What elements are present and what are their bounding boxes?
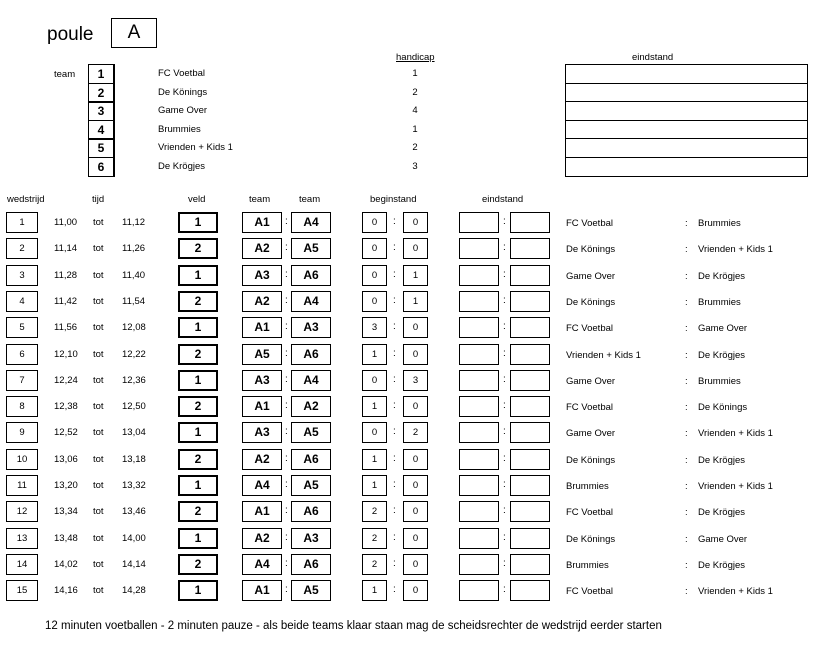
team-separator: :	[285, 426, 288, 437]
match-start-time: 12,24	[54, 375, 78, 386]
match-away-team: De Krögjes	[698, 455, 745, 466]
tot-label: tot	[93, 322, 104, 333]
beginstand-b: 0	[403, 317, 428, 338]
eindstand-b-input[interactable]	[510, 265, 550, 286]
team-name: De Könings	[158, 86, 208, 98]
match-vs-separator: :	[685, 271, 688, 282]
match-start-time: 11,14	[54, 243, 78, 254]
beginstand-a: 0	[362, 265, 387, 286]
eindstand-a-input[interactable]	[459, 212, 499, 233]
match-end-time: 14,14	[122, 559, 146, 570]
match-team-b: A6	[291, 501, 331, 522]
match-end-time: 12,22	[122, 349, 146, 360]
match-team-a: A4	[242, 554, 282, 575]
match-away-team: De Krögjes	[698, 271, 745, 282]
match-away-team: De Krögjes	[698, 507, 745, 518]
eindstand-b-input[interactable]	[510, 449, 550, 470]
match-vs-separator: :	[685, 586, 688, 597]
team2-header: team	[299, 194, 321, 205]
eindstand-separator: :	[503, 242, 506, 253]
eindstand-b-input[interactable]	[510, 501, 550, 522]
match-away-team: De Krögjes	[698, 350, 745, 361]
veld-number: 2	[178, 238, 218, 259]
tot-label: tot	[93, 217, 104, 228]
match-team-a: A1	[242, 212, 282, 233]
match-home-team: FC Voetbal	[566, 507, 613, 518]
match-start-time: 11,42	[54, 296, 78, 307]
eindstand-a-input[interactable]	[459, 317, 499, 338]
team-separator: :	[285, 348, 288, 359]
eindstand-b-input[interactable]	[510, 344, 550, 365]
team-handicap: 2	[412, 86, 418, 98]
team-name: Game Over	[158, 105, 208, 116]
match-start-time: 14,02	[54, 559, 78, 570]
match-team-b: A6	[291, 344, 331, 365]
beginstand-separator: :	[393, 321, 396, 332]
beginstand-separator: :	[393, 426, 396, 437]
beginstand-separator: :	[393, 216, 396, 227]
beginstand-a: 0	[362, 238, 387, 259]
eindstand-separator: :	[503, 558, 506, 569]
match-vs-separator: :	[685, 218, 688, 229]
match-start-time: 12,10	[54, 349, 78, 360]
tot-label: tot	[93, 506, 104, 517]
match-away-team: Brummies	[698, 218, 741, 229]
beginstand-b: 0	[403, 238, 428, 259]
beginstand-separator: :	[393, 584, 396, 595]
match-team-a: A4	[242, 475, 282, 496]
match-start-time: 13,06	[54, 454, 78, 465]
tot-label: tot	[93, 243, 104, 254]
match-team-a: A1	[242, 501, 282, 522]
match-end-time: 12,36	[122, 375, 146, 386]
eindstand-separator: :	[503, 479, 506, 490]
veld-header: veld	[188, 194, 206, 205]
beginstand-separator: :	[393, 269, 396, 280]
match-team-b: A6	[291, 265, 331, 286]
team-handicap: 1	[412, 68, 418, 79]
veld-number: 1	[178, 528, 218, 549]
eindstand-separator: :	[503, 348, 506, 359]
match-team-a: A1	[242, 580, 282, 601]
team-number-box: 3	[88, 101, 115, 121]
team-separator: :	[285, 242, 288, 253]
tot-label: tot	[93, 270, 104, 281]
match-start-time: 13,48	[54, 533, 78, 544]
beginstand-separator: :	[393, 505, 396, 516]
veld-number: 2	[178, 291, 218, 312]
match-away-team: De Könings	[698, 402, 748, 413]
match-vs-separator: :	[685, 244, 688, 255]
eindstand-a-input[interactable]	[459, 528, 499, 549]
match-end-time: 14,28	[122, 585, 146, 596]
wedstrijd-header: wedstrijd	[7, 194, 45, 205]
match-away-team: Vrienden + Kids 1	[698, 586, 773, 597]
veld-number: 1	[178, 317, 218, 338]
match-team-a: A2	[242, 238, 282, 259]
match-vs-separator: :	[685, 455, 688, 466]
beginstand-separator: :	[393, 400, 396, 411]
veld-number: 2	[178, 396, 218, 417]
team-name: Brummies	[158, 123, 201, 135]
match-vs-separator: :	[685, 402, 688, 413]
match-team-a: A3	[242, 370, 282, 391]
team-handicap: 4	[412, 105, 418, 116]
match-number: 14	[6, 554, 38, 575]
match-team-b: A4	[291, 370, 331, 391]
team-eindstand-cell[interactable]	[565, 120, 808, 139]
match-home-team: FC Voetbal	[566, 218, 613, 229]
beginstand-separator: :	[393, 374, 396, 385]
team-number-box: 1	[88, 64, 115, 84]
beginstand-a: 1	[362, 475, 387, 496]
eindstand-separator: :	[503, 216, 506, 227]
team-name: De Krögjes	[158, 160, 205, 172]
team-number-box: 2	[88, 83, 115, 103]
match-vs-separator: :	[685, 323, 688, 334]
match-team-b: A5	[291, 475, 331, 496]
match-home-team: De Könings	[566, 455, 616, 466]
beginstand-separator: :	[393, 532, 396, 543]
beginstand-a: 1	[362, 344, 387, 365]
eindstand-a-input[interactable]	[459, 449, 499, 470]
match-team-b: A2	[291, 396, 331, 417]
eindstand-a-input[interactable]	[459, 238, 499, 259]
beginstand-b: 0	[403, 554, 428, 575]
team-separator: :	[285, 295, 288, 306]
team-separator: :	[285, 558, 288, 569]
match-start-time: 14,16	[54, 585, 78, 596]
team-number-box: 4	[88, 120, 115, 140]
beginstand-a: 1	[362, 449, 387, 470]
match-start-time: 12,52	[54, 427, 78, 438]
match-number: 6	[6, 344, 38, 365]
match-team-b: A4	[291, 212, 331, 233]
team-header: team	[54, 69, 76, 80]
match-start-time: 11,28	[54, 270, 78, 281]
team-eindstand-cell[interactable]	[565, 157, 808, 177]
match-number: 8	[6, 396, 38, 417]
match-end-time: 11,12	[122, 217, 146, 228]
match-team-b: A5	[291, 238, 331, 259]
tot-label: tot	[93, 533, 104, 544]
team-separator: :	[285, 584, 288, 595]
beginstand-a: 3	[362, 317, 387, 338]
beginstand-a: 1	[362, 396, 387, 417]
eindstand-separator: :	[503, 505, 506, 516]
eindstand-b-input[interactable]	[510, 554, 550, 575]
veld-number: 1	[178, 265, 218, 286]
match-home-team: FC Voetbal	[566, 586, 613, 597]
veld-number: 1	[178, 580, 218, 601]
match-team-a: A1	[242, 396, 282, 417]
team-separator: :	[285, 505, 288, 516]
beginstand-b: 0	[403, 501, 428, 522]
eindstand-a-input[interactable]	[459, 501, 499, 522]
match-team-a: A5	[242, 344, 282, 365]
team-separator: :	[285, 532, 288, 543]
team-eindstand-cell[interactable]	[565, 138, 808, 157]
veld-number: 1	[178, 422, 218, 443]
match-home-team: FC Voetbal	[566, 323, 613, 334]
team-eindstand-cell[interactable]	[565, 101, 808, 120]
eindstand-b-input[interactable]	[510, 317, 550, 338]
team-name: FC Voetbal	[158, 68, 205, 79]
beginstand-a: 1	[362, 580, 387, 601]
beginstand-separator: :	[393, 242, 396, 253]
team-eindstand-cell[interactable]	[565, 64, 808, 83]
match-start-time: 12,38	[54, 401, 78, 412]
match-start-time: 11,00	[54, 217, 78, 228]
team-separator: :	[285, 400, 288, 411]
match-end-time: 14,00	[122, 533, 146, 544]
team-separator: :	[285, 453, 288, 464]
poule-label: poule	[47, 24, 94, 45]
veld-number: 1	[178, 212, 218, 233]
tot-label: tot	[93, 349, 104, 360]
beginstand-header: beginstand	[370, 194, 417, 205]
beginstand-b: 3	[403, 370, 428, 391]
match-home-team: Brummies	[566, 560, 609, 571]
eindstand-a-input[interactable]	[459, 344, 499, 365]
beginstand-separator: :	[393, 295, 396, 306]
match-home-team: De Könings	[566, 244, 616, 255]
tot-label: tot	[93, 401, 104, 412]
team-name: Vrienden + Kids 1	[158, 142, 233, 153]
beginstand-b: 1	[403, 291, 428, 312]
eindstand-separator: :	[503, 426, 506, 437]
match-end-time: 12,08	[122, 322, 146, 333]
tot-label: tot	[93, 454, 104, 465]
handicap-header: handicap	[396, 52, 435, 63]
veld-number: 2	[178, 554, 218, 575]
team-number-box: 5	[88, 138, 115, 158]
match-home-team: Vrienden + Kids 1	[566, 350, 641, 361]
eindstand-header: eindstand	[632, 52, 674, 63]
tijd-header: tijd	[92, 194, 105, 205]
match-number: 10	[6, 449, 38, 470]
match-number: 15	[6, 580, 38, 601]
match-team-b: A6	[291, 554, 331, 575]
match-number: 3	[6, 265, 38, 286]
eindstand-b-input[interactable]	[510, 422, 550, 443]
veld-number: 2	[178, 501, 218, 522]
match-vs-separator: :	[685, 297, 688, 308]
match-team-a: A3	[242, 265, 282, 286]
veld-number: 1	[178, 475, 218, 496]
beginstand-a: 0	[362, 291, 387, 312]
match-team-a: A2	[242, 528, 282, 549]
beginstand-b: 0	[403, 528, 428, 549]
match-vs-separator: :	[685, 376, 688, 387]
tot-label: tot	[93, 585, 104, 596]
beginstand-separator: :	[393, 453, 396, 464]
eindstand-b-input[interactable]	[510, 580, 550, 601]
beginstand-a: 2	[362, 528, 387, 549]
match-away-team: Game Over	[698, 323, 748, 334]
eindstand-a-input[interactable]	[459, 396, 499, 417]
match-team-a: A3	[242, 422, 282, 443]
team-handicap: 3	[412, 160, 418, 172]
eindstand-a-input[interactable]	[459, 554, 499, 575]
match-home-team: De Könings	[566, 297, 616, 308]
match-away-team: De Krögjes	[698, 560, 745, 571]
match-team-b: A3	[291, 317, 331, 338]
beginstand-a: 0	[362, 370, 387, 391]
match-end-time: 13,18	[122, 454, 146, 465]
match-number: 12	[6, 501, 38, 522]
match-end-time: 11,54	[122, 296, 146, 307]
eindstand-b-input[interactable]	[510, 212, 550, 233]
match-number: 1	[6, 212, 38, 233]
match-number: 2	[6, 238, 38, 259]
match-home-team: Brummies	[566, 481, 609, 492]
footer-note: 12 minuten voetballen - 2 minuten pauze - als beide teams klaar staan mag de scheidsrechter de wedstrijd eerder starten	[45, 620, 662, 632]
team-handicap: 2	[412, 142, 418, 153]
match-away-team: Vrienden + Kids 1	[698, 481, 773, 492]
eindstand-separator: :	[503, 532, 506, 543]
veld-number: 1	[178, 370, 218, 391]
tot-label: tot	[93, 480, 104, 491]
eindstand-a-input[interactable]	[459, 265, 499, 286]
beginstand-b: 0	[403, 396, 428, 417]
match-away-team: Vrienden + Kids 1	[698, 244, 773, 255]
match-team-b: A5	[291, 422, 331, 443]
eindstand-b-input[interactable]	[510, 370, 550, 391]
eindstand-a-input[interactable]	[459, 580, 499, 601]
team-eindstand-cell[interactable]	[565, 83, 808, 102]
beginstand-b: 1	[403, 265, 428, 286]
match-home-team: Game Over	[566, 271, 616, 282]
match-team-a: A2	[242, 449, 282, 470]
eindstand-b-input[interactable]	[510, 238, 550, 259]
match-number: 11	[6, 475, 38, 496]
match-end-time: 13,04	[122, 427, 146, 438]
eindstand-a-input[interactable]	[459, 422, 499, 443]
veld-number: 2	[178, 449, 218, 470]
beginstand-a: 0	[362, 422, 387, 443]
beginstand-b: 0	[403, 449, 428, 470]
beginstand-separator: :	[393, 558, 396, 569]
match-away-team: Vrienden + Kids 1	[698, 428, 773, 439]
eindstand-a-input[interactable]	[459, 475, 499, 496]
match-vs-separator: :	[685, 507, 688, 518]
match-number: 4	[6, 291, 38, 312]
eindstand-b-input[interactable]	[510, 396, 550, 417]
match-number: 13	[6, 528, 38, 549]
beginstand-b: 0	[403, 212, 428, 233]
match-home-team: Game Over	[566, 376, 616, 387]
team-separator: :	[285, 321, 288, 332]
match-team-b: A6	[291, 449, 331, 470]
eindstand-b-input[interactable]	[510, 528, 550, 549]
team-handicap: 1	[412, 123, 418, 135]
beginstand-b: 0	[403, 475, 428, 496]
match-end-time: 12,50	[122, 401, 146, 412]
eindstand-separator: :	[503, 269, 506, 280]
team-separator: :	[285, 216, 288, 227]
match-team-b: A5	[291, 580, 331, 601]
team-separator: :	[285, 374, 288, 385]
team1-header: team	[249, 194, 271, 205]
eindstand-a-input[interactable]	[459, 370, 499, 391]
team-separator: :	[285, 479, 288, 490]
match-number: 7	[6, 370, 38, 391]
match-vs-separator: :	[685, 428, 688, 439]
match-vs-separator: :	[685, 350, 688, 361]
eindstand-separator: :	[503, 295, 506, 306]
match-number: 9	[6, 422, 38, 443]
match-team-b: A4	[291, 291, 331, 312]
tot-label: tot	[93, 427, 104, 438]
match-away-team: Brummies	[698, 297, 741, 308]
team-number-box: 6	[88, 157, 115, 177]
match-team-a: A1	[242, 317, 282, 338]
eindstand-separator: :	[503, 374, 506, 385]
match-end-time: 11,26	[122, 243, 146, 254]
match-vs-separator: :	[685, 560, 688, 571]
beginstand-b: 0	[403, 344, 428, 365]
match-end-time: 11,40	[122, 270, 146, 281]
eindstand-separator: :	[503, 453, 506, 464]
tot-label: tot	[93, 559, 104, 570]
eindstand-separator: :	[503, 400, 506, 411]
match-end-time: 13,46	[122, 506, 146, 517]
poule-value-box[interactable]: A	[111, 18, 157, 48]
match-team-b: A3	[291, 528, 331, 549]
eindstand-b-input[interactable]	[510, 475, 550, 496]
match-away-team: Brummies	[698, 376, 741, 387]
eindstand-separator: :	[503, 584, 506, 595]
beginstand-a: 0	[362, 212, 387, 233]
eindstand-separator: :	[503, 321, 506, 332]
beginstand-separator: :	[393, 348, 396, 359]
eindstand-b-input[interactable]	[510, 291, 550, 312]
match-home-team: FC Voetbal	[566, 402, 613, 413]
tot-label: tot	[93, 296, 104, 307]
match-start-time: 13,20	[54, 480, 78, 491]
match-team-a: A2	[242, 291, 282, 312]
match-end-time: 13,32	[122, 480, 146, 491]
beginstand-b: 0	[403, 580, 428, 601]
beginstand-b: 2	[403, 422, 428, 443]
beginstand-a: 2	[362, 554, 387, 575]
match-home-team: De Könings	[566, 534, 616, 545]
match-number: 5	[6, 317, 38, 338]
team-separator: :	[285, 269, 288, 280]
eindstand-a-input[interactable]	[459, 291, 499, 312]
match-vs-separator: :	[685, 481, 688, 492]
veld-number: 2	[178, 344, 218, 365]
match-home-team: Game Over	[566, 428, 616, 439]
tot-label: tot	[93, 375, 104, 386]
match-away-team: Game Over	[698, 534, 748, 545]
match-vs-separator: :	[685, 534, 688, 545]
beginstand-a: 2	[362, 501, 387, 522]
beginstand-separator: :	[393, 479, 396, 490]
match-start-time: 11,56	[54, 322, 78, 333]
match-start-time: 13,34	[54, 506, 78, 517]
match-eindstand-header: eindstand	[482, 194, 524, 205]
